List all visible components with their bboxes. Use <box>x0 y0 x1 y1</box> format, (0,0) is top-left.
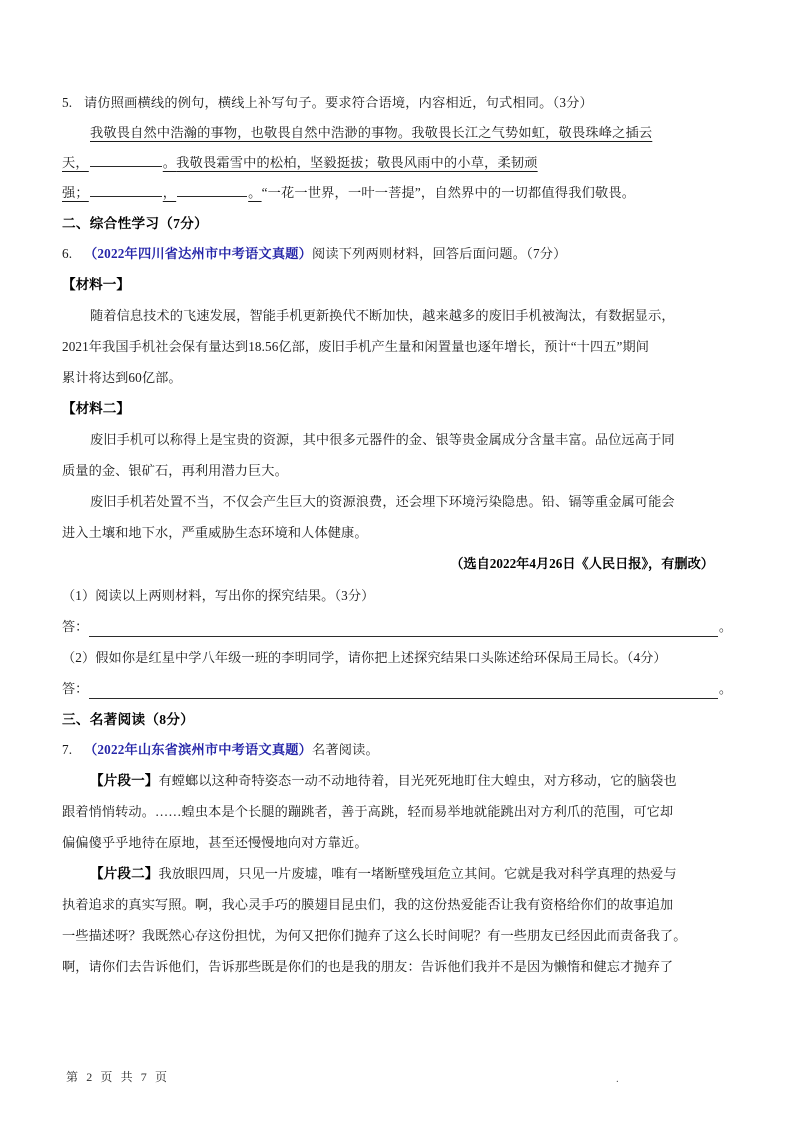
material-1-line-3: 累计将达到60亿部。 <box>62 370 182 385</box>
page-footer: 第 2 页 共 7 页 <box>66 1070 170 1084</box>
question-5-example-line-2 <box>62 148 732 178</box>
answer-period-2: 。 <box>718 681 732 696</box>
excerpt-2-line-4: 啊，请你们去告诉他们，告诉那些既是你们的也是我的朋友：告诉他们我并不是因为懒惰和健忘才抛弃了 <box>62 959 674 974</box>
question-5-blank-2[interactable] <box>90 183 162 197</box>
question-6-answer-row-1 <box>62 611 732 642</box>
material-2-para-1-line-2: 质量的金、银矿石，再利用潜力巨大。 <box>62 463 288 478</box>
question-6-stem-line <box>62 239 732 269</box>
section-2-heading: 二、综合性学习（7分） <box>62 216 209 231</box>
answer-period-1: 。 <box>718 619 732 634</box>
material-1-line-2: 2021年我国手机社会保有量达到18.56亿部，废旧手机产生量和闲置量也逐年增长，预计“十四五”期间 <box>62 339 650 354</box>
question-7-source-tag: （2022年山东省滨州市中考语文真题） <box>84 742 312 757</box>
page-content <box>62 88 732 982</box>
question-6-sub-2: （2）假如你是红星中学八年级一班的李明同学，请你把上述探究结果口头陈述给环保局王局长。（4分） <box>62 650 667 665</box>
material-1-line-1: 随着信息技术的飞速发展，智能手机更新换代不断加快，越来越多的废旧手机被淘汰，有数据显示， <box>90 308 675 323</box>
excerpt-1-line-3: 偏偏傻乎乎地待在原地，甚至还慢慢地向对方靠近。 <box>62 835 368 850</box>
answer-label-2: 答： <box>62 681 89 696</box>
footer-mark: . <box>616 1073 619 1085</box>
excerpt-1-label: 【片段一】 <box>90 773 159 788</box>
question-5-blank-1[interactable] <box>90 153 162 167</box>
material-source-attribution: （选自2022年4月26日《人民日报》，有删改） <box>450 556 714 571</box>
question-7-number: 7. <box>62 742 73 757</box>
question-5-line2-prefix: 天， <box>62 155 89 170</box>
material-1-label: 【材料一】 <box>62 277 130 292</box>
answer-label-1: 答： <box>62 619 89 634</box>
question-6-number: 6. <box>62 246 73 261</box>
question-6-stem-text: 阅读下列两则材料，回答后面问题。（7分） <box>312 246 567 261</box>
excerpt-2-line-3: 一些描述呀？我既然心存这份担忧，为何又把你们抛弃了这么长时间呢？有一些朋友已经因此而责备我了。 <box>62 928 687 943</box>
material-2-label: 【材料二】 <box>62 401 130 416</box>
question-5-prompt-text: 请仿照画横线的例句，横线上补写句子。要求符合语境，内容相近，句式相同。（3分） <box>84 95 593 110</box>
question-5-example-text-1: 我敬畏自然中浩瀚的事物，也敬畏自然中浩渺的事物。我敬畏长江之气势如虹，敬畏珠峰之插云 <box>90 125 653 140</box>
question-5-blank-3[interactable] <box>177 183 247 197</box>
excerpt-1-text-1: 有螳螂以这种奇特姿态一动不动地待着，目光死死地盯住大蝗虫，对方移动，它的脑袋也 <box>158 773 677 788</box>
excerpt-2-label: 【片段二】 <box>90 866 159 881</box>
question-5-line3-tail: “一花一世界，一叶一菩提”，自然界中的一切都值得我们敬畏。 <box>261 185 636 200</box>
section-3-heading: 三、名著阅读（8分） <box>62 712 195 727</box>
question-5-line3-comma: ， <box>162 185 177 200</box>
question-5-example-line-3 <box>62 178 732 208</box>
excerpt-2-line-2: 执着追求的真实写照。啊，我心灵手巧的膜翅目昆虫们，我的这份热爱能否让我有资格给你们的故事追加 <box>62 897 674 912</box>
question-5-example-line-1 <box>62 118 732 148</box>
question-5-number: 5. <box>62 95 73 110</box>
excerpt-1-line-1 <box>62 765 732 796</box>
material-2-para-1-line-1: 废旧手机可以称得上是宝贵的资源，其中很多元器件的金、银等贵金属成分含量丰富。品位远高于同 <box>90 432 675 447</box>
question-7-stem-text: 名著阅读。 <box>312 742 379 757</box>
material-2-para-2-line-1: 废旧手机若处置不当，不仅会产生巨大的资源浪费，还会埋下环境污染隐患。铅、镉等重金属可能会 <box>90 494 675 509</box>
excerpt-1-line-2: 跟着悄悄转动。……蝗虫本是个长腿的蹦跳者，善于高跳，轻而易举地就能跳出对方利爪的范围，可它却 <box>62 804 674 819</box>
question-5-line3-period: 。 <box>248 185 262 200</box>
excerpt-2-text-1: 我放眼四周，只见一片废墟，唯有一堵断壁残垣危立其间。它就是我对科学真理的热爱与 <box>158 866 677 881</box>
question-6-sub-1: （1）阅读以上两则材料，写出你的探究结果。（3分） <box>62 588 375 603</box>
material-2-para-2-line-2: 进入土壤和地下水，严重威胁生态环境和人体健康。 <box>62 525 368 540</box>
question-5-prompt <box>62 88 732 118</box>
excerpt-2-line-1 <box>62 858 732 889</box>
question-5-line3-prefix: 强； <box>62 185 89 200</box>
question-6-answer-row-2 <box>62 673 732 704</box>
question-6-source-tag: （2022年四川省达州市中考语文真题） <box>84 246 312 261</box>
question-5-line2-period: 。 <box>162 155 177 170</box>
answer-input-2[interactable] <box>89 683 717 699</box>
question-7-stem-line <box>62 735 732 765</box>
answer-input-1[interactable] <box>89 621 717 637</box>
question-5-example-text-2: 我敬畏霜雪中的松柏，坚毅挺拔；敬畏风雨中的小草，柔韧顽 <box>176 155 538 170</box>
